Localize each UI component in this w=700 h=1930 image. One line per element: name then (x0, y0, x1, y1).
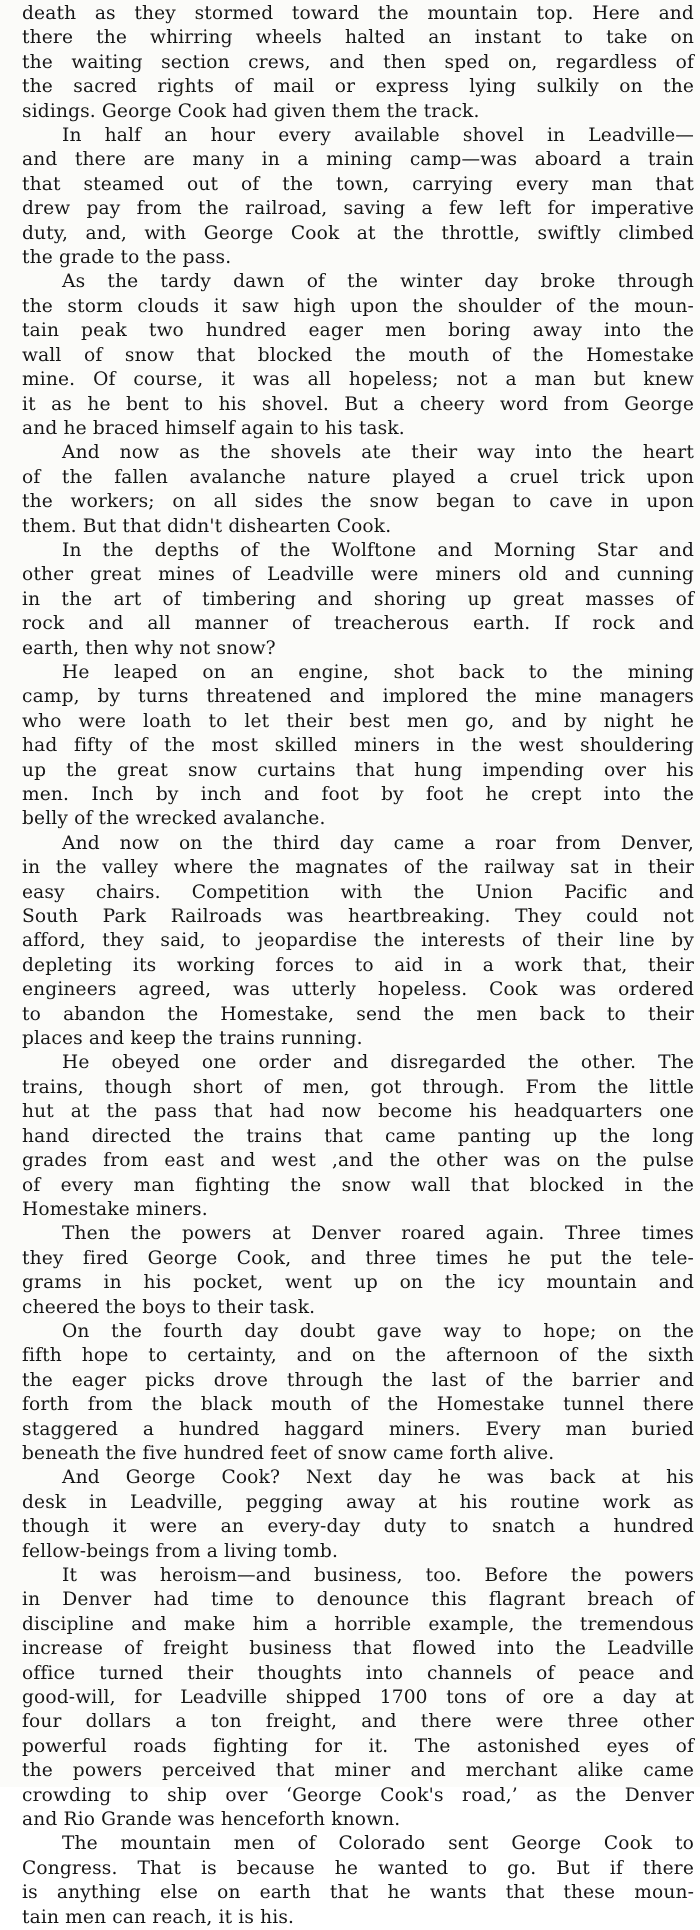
paragraph (22, 270, 694, 441)
paragraph (22, 1832, 694, 1930)
text-line: And now as the shovels ate their way into the heart (62, 442, 694, 464)
paragraph (22, 1320, 694, 1466)
text-line: men. Inch by inch and foot by foot he crept into the (22, 784, 694, 805)
article-column (22, 2, 694, 1930)
text-line: that steamed out of the town, carrying every man that (22, 173, 694, 195)
text-line: the waiting section crews, and then sped on, regardless of (22, 51, 694, 73)
text-line: the powers perceived that miner and merchant alike came (22, 1760, 694, 1782)
text-line: who were loath to let their best men go, and by night he (22, 710, 694, 732)
text-line: He obeyed one order and disregarded the other. The (62, 1052, 694, 1074)
text-line: the grade to the pass. (22, 247, 232, 269)
paragraph (22, 661, 694, 832)
text-line: of every man fighting the snow wall that blocked in the (22, 1174, 694, 1196)
text-line: fifth hope to certainty, and on the afternoon of the sixth (22, 1345, 694, 1367)
text-line: increase of freight business that flowed into the Leadville (22, 1638, 694, 1660)
text-line: belly of the wrecked avalanche. (22, 808, 326, 830)
text-line: On the fourth day doubt gave way to hope; on the (62, 1320, 694, 1342)
text-line: up the great snow curtains that hung impending over his (22, 759, 694, 781)
text-line: hand directed the trains that came panting up the long (22, 1125, 694, 1147)
text-line: in the valley where the magnates of the railway sat in their (22, 857, 694, 879)
paragraph (22, 539, 694, 661)
text-line: In the depths of the Wolftone and Morning Star and (62, 539, 694, 561)
text-line: beneath the five hundred feet of snow came forth alive. (22, 1442, 555, 1464)
text-line: death as they stormed toward the mountain top. Here and (22, 3, 694, 24)
text-line: is anything else on earth that he wants that these moun- (22, 1882, 694, 1904)
text-line: and he braced himself again to his task. (22, 417, 405, 439)
text-line: camp, by turns threatened and implored the mine managers (22, 686, 694, 708)
text-line: they fired George Cook, and three times he put the tele- (22, 1247, 694, 1269)
text-line: staggered a hundred haggard miners. Every man buried (22, 1418, 694, 1440)
text-line: sidings. George Cook had given them the track. (22, 100, 480, 122)
text-line: earth, then why not snow? (22, 637, 276, 659)
paragraph (22, 441, 694, 539)
paragraph (22, 124, 694, 270)
text-line: tain peak two hundred eager men boring away into the (22, 320, 694, 342)
text-line: fellow-beings from a living tomb. (22, 1540, 339, 1562)
text-line: desk in Leadville, pegging away at his routine work as (22, 1491, 694, 1513)
text-line: easy chairs. Competition with the Union Pacific and (22, 881, 694, 903)
text-line: drew pay from the railroad, saving a few left for imperative (22, 198, 694, 220)
text-line: wall of snow that blocked the mouth of the Homestake (22, 344, 694, 366)
text-line: though it were an every-day duty to snatch a hundred (22, 1516, 694, 1538)
paragraph (22, 1051, 694, 1222)
text-line: the sacred rights of mail or express lying sulkily on the (22, 76, 694, 98)
text-line: them. But that didn't dishearten Cook. (22, 515, 392, 537)
text-line: powerful roads fighting for it. The astonished eyes of (22, 1735, 694, 1757)
text-line: Homestake miners. (22, 1198, 208, 1220)
paragraph (22, 1466, 694, 1564)
text-line: and there are many in a mining camp—was aboard a train (22, 149, 694, 171)
text-line: discipline and make him a horrible example, the tremendous (22, 1613, 694, 1635)
text-line: forth from the black mouth of the Homestake tunnel there (22, 1394, 694, 1416)
text-line: duty, and, with George Cook at the throttle, swiftly climbed (22, 222, 694, 244)
text-line: the eager picks drove through the last of the barrier and (22, 1369, 694, 1391)
text-line: cheered the boys to their task. (22, 1296, 316, 1318)
text-line: it as he bent to his shovel. But a cheery word from George (22, 393, 694, 415)
text-line: other great mines of Leadville were miners old and cunning (22, 564, 694, 586)
text-line: four dollars a ton freight, and there were three other (22, 1711, 694, 1733)
text-line: mine. Of course, it was all hopeless; not a man but knew (22, 369, 694, 391)
text-line: good-will, for Leadville shipped 1700 tons of ore a day at (22, 1687, 694, 1709)
text-line: And George Cook? Next day he was back at his (62, 1467, 694, 1489)
paragraph (22, 2, 694, 124)
text-line: in Denver had time to denounce this flagrant breach of (22, 1589, 694, 1611)
text-line: It was heroism—and business, too. Before the powers (62, 1565, 694, 1586)
text-line: to abandon the Homestake, send the men back to their (22, 1003, 694, 1025)
text-line: trains, though short of men, got through. From the little (22, 1076, 694, 1098)
text-line: grams in his pocket, went up on the icy mountain and (22, 1272, 694, 1294)
text-line: Then the powers at Denver roared again. Three times (62, 1223, 694, 1245)
text-line: the workers; on all sides the snow began to cave in upon (22, 491, 694, 513)
text-line: crowding to ship over ‘George Cook's road,’ as the Denver (22, 1784, 694, 1806)
text-line: He leaped on an engine, shot back to the mining (62, 661, 694, 683)
text-line: South Park Railroads was heartbreaking. They could not (22, 906, 694, 928)
text-line: places and keep the trains running. (22, 1028, 363, 1050)
paragraph (22, 1222, 694, 1320)
text-line: As the tardy dawn of the winter day broke through (62, 271, 694, 293)
text-line: in the art of timbering and shoring up great masses of (22, 588, 694, 610)
text-line: had fifty of the most skilled miners in the west shouldering (22, 735, 694, 757)
text-line: Congress. That is because he wanted to go. But if there (22, 1857, 694, 1879)
text-line: there the whirring wheels halted an instant to take on (22, 27, 694, 49)
text-line: office turned their thoughts into channels of peace and (22, 1662, 694, 1684)
text-line: engineers agreed, was utterly hopeless. Cook was ordered (22, 979, 694, 1001)
text-line: In half an hour every available shovel in Leadville— (62, 125, 694, 147)
text-line: depleting its working forces to aid in a work that, their (22, 954, 694, 976)
text-line: and Rio Grande was henceforth known. (22, 1809, 401, 1831)
text-line: the storm clouds it saw high upon the shoulder of the moun- (22, 295, 694, 317)
paragraph (22, 832, 694, 1052)
text-line: And now on the third day came a roar from Denver, (62, 832, 694, 854)
text-line: of the fallen avalanche nature played a cruel trick upon (22, 466, 694, 488)
text-line: afford, they said, to jeopardise the interests of their line by (22, 930, 694, 952)
paragraph (22, 1564, 694, 1832)
text-line: tain men can reach, it is his. (22, 1906, 295, 1928)
text-line: hut at the pass that had now become his headquarters one (22, 1101, 694, 1123)
text-line: The mountain men of Colorado sent George Cook to (62, 1833, 694, 1855)
text-line: grades from east and west ,and the other was on the pulse (22, 1150, 694, 1172)
text-line: rock and all manner of treacherous earth. If rock and (22, 613, 694, 635)
